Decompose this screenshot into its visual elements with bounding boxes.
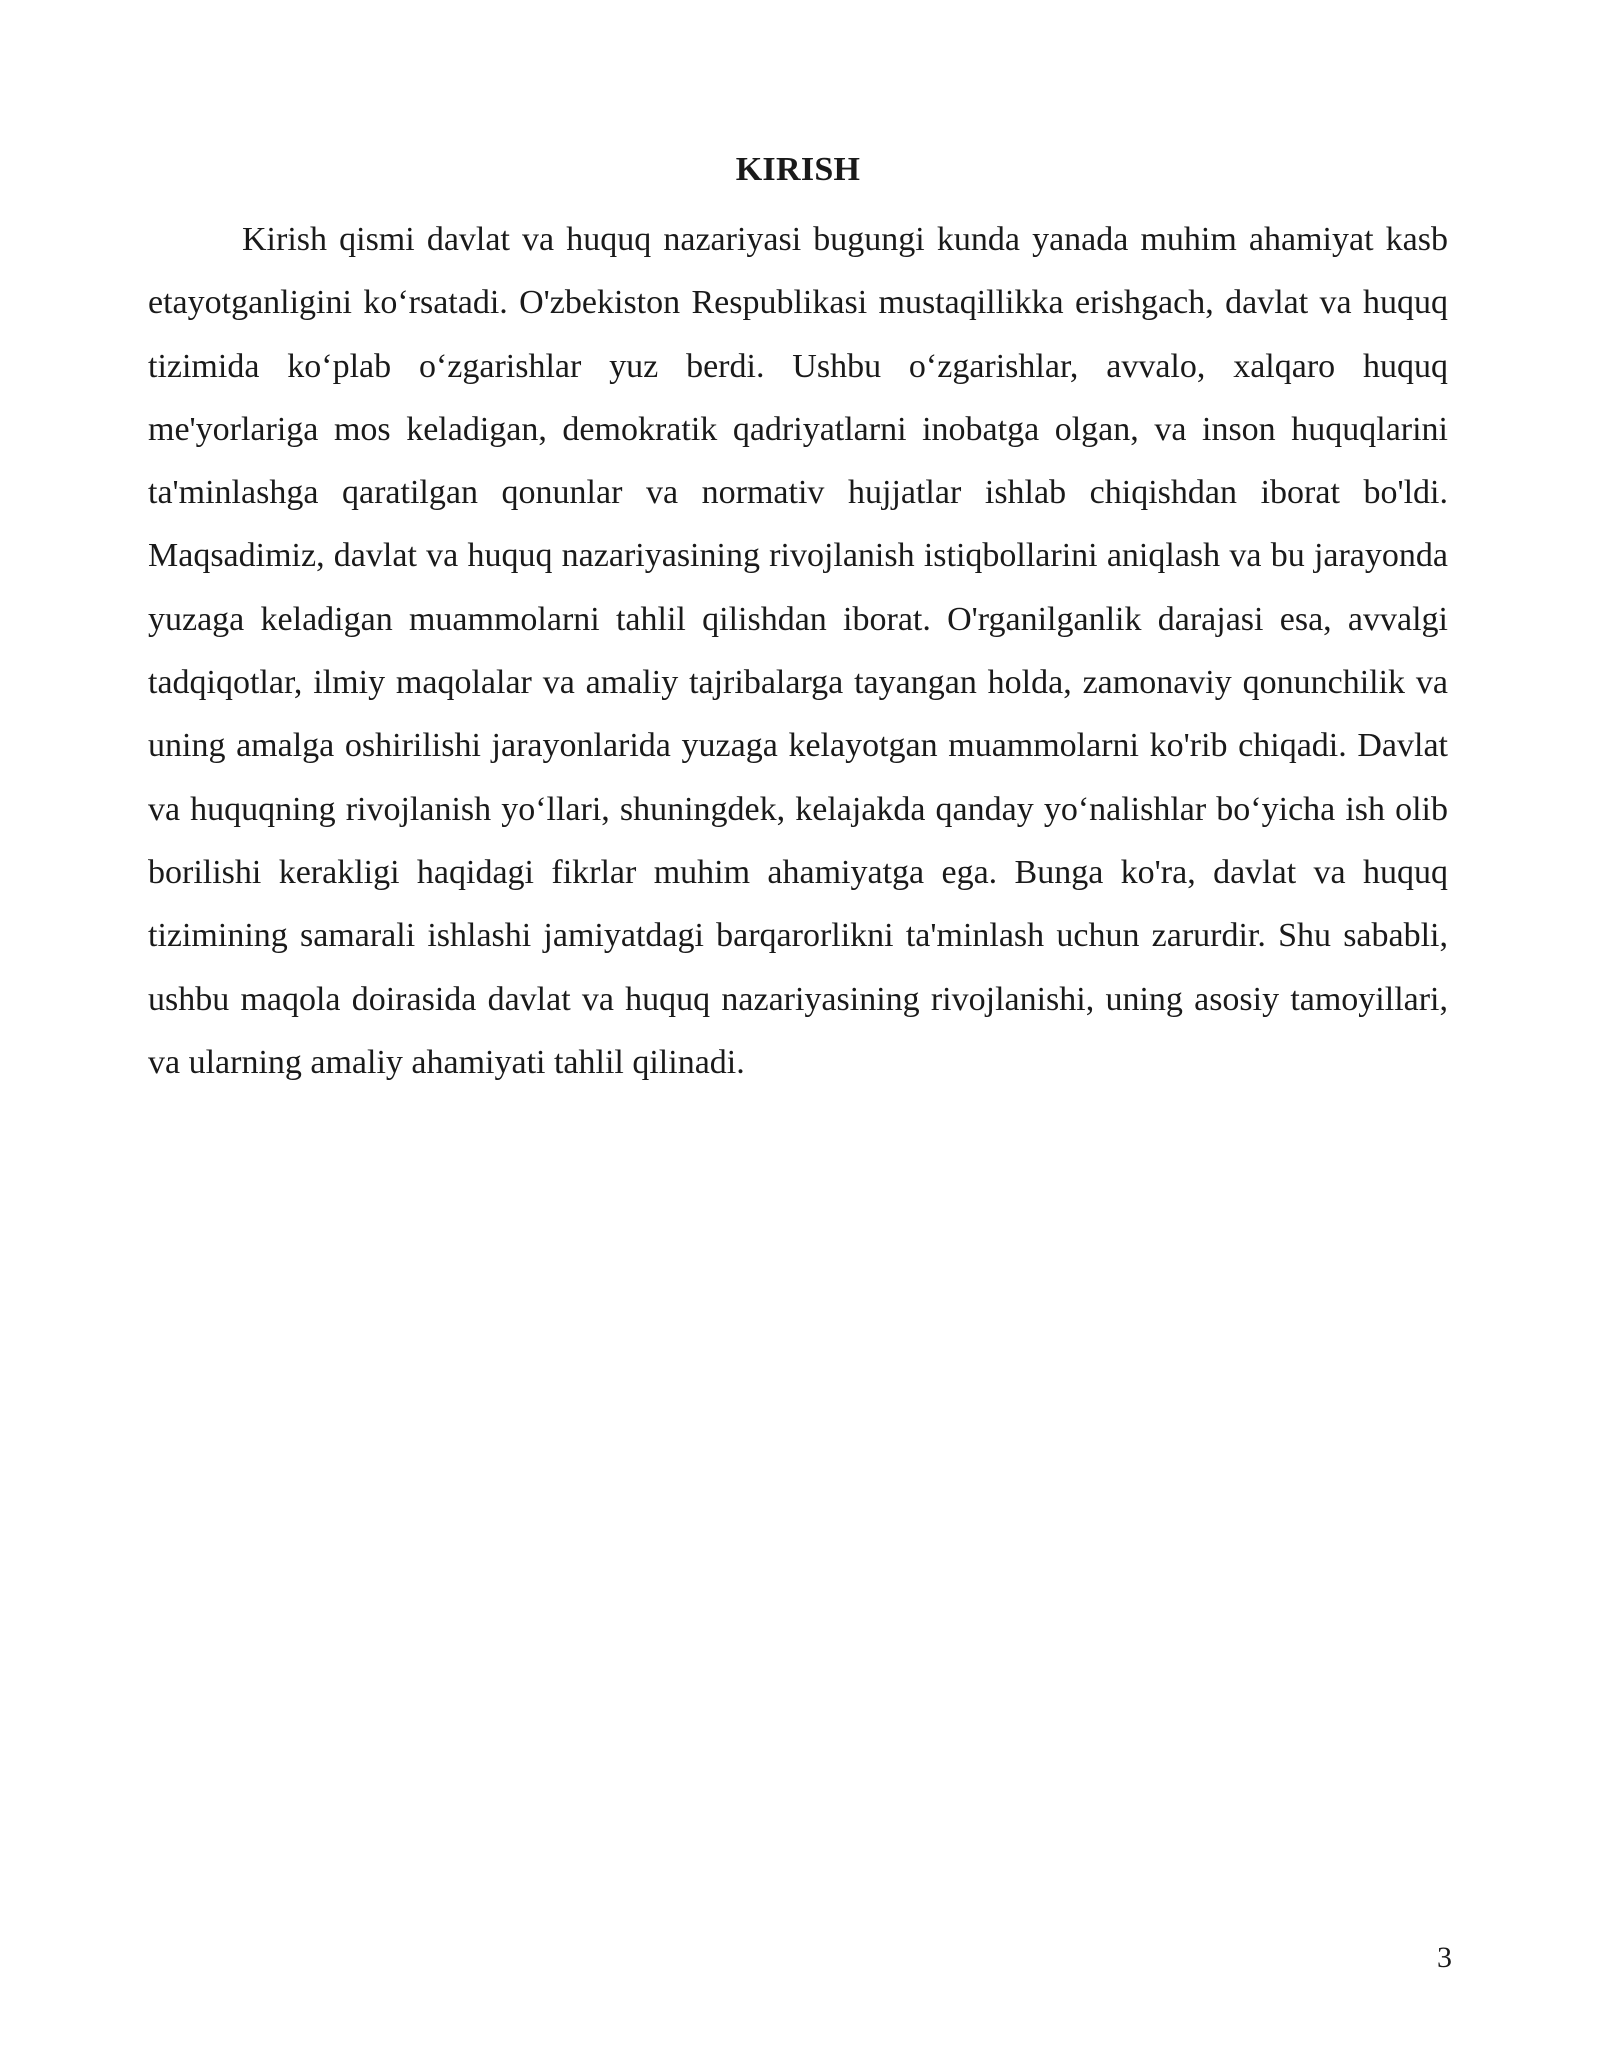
intro-paragraph: Kirish qismi davlat va huquq nazariyasi bugungi kunda yanada muhim ahamiyat kasb etayotganligini ko‘rsatadi. O'zbekiston Respublikasi mustaqillikka erishgach, davlat va huquq tizimida ko‘plab o‘zgarishlar yuz berdi. Ushbu o‘zgarishlar, avvalo, xalqaro huquq me'yorlariga mos keladigan, demokratik qadriyatlarni inobatga olgan, va inson huquqlarini ta'minlashga qaratilgan qonunlar va normativ hujjatlar ishlab chiqishdan iborat bo'ldi. Maqsadimiz, davlat va huquq nazariyasining rivojlanish istiqbollarini aniqlash va bu jarayonda yuzaga keladigan muammolarni tahlil qilishdan iborat. O'rganilganlik darajasi esa, avvalgi tadqiqotlar, ilmiy maqolalar va amaliy tajribalarga tayangan holda, zamonaviy qonunchilik va uning amalga oshirilishi jarayonlarida yuzaga kelayotgan muammolarni ko'rib chiqadi. Davlat va huquqning rivojlanish yo‘llari, shuningdek, kelajakda qanday yo‘nalishlar bo‘yicha ish olib borilishi kerakligi haqidagi fikrlar muhim ahamiyatga ega. Bunga ko'ra, davlat va huquq tizimining samarali ishlashi jamiyatdagi barqarorlikni ta'minlash uchun zarurdir. Shu sababli, ushbu maqola doirasida davlat va huquq nazariyasining rivojlanishi, uning asosiy tamoyillari, va ularning amaliy ahamiyati tahlil qilinadi.	[148, 221, 1448, 1081]
page-content	[148, 146, 1448, 1094]
page-number: 3	[1437, 1941, 1452, 1974]
section-heading: KIRISH	[735, 151, 861, 188]
